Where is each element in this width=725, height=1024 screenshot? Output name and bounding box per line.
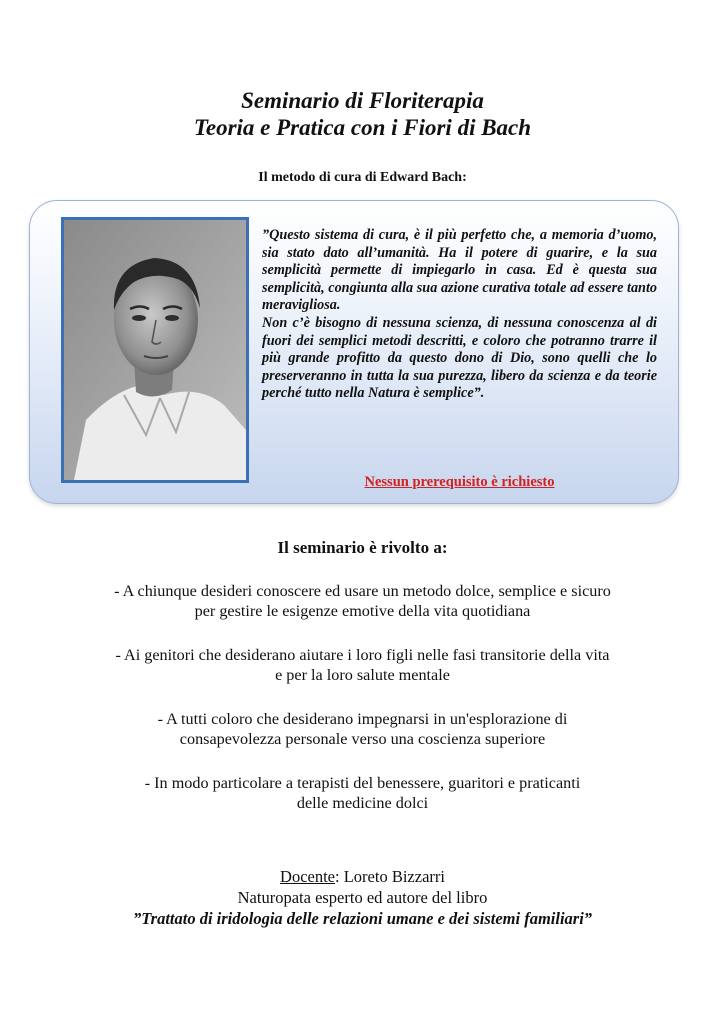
audience-item-line: e per la loro salute mentale (275, 666, 450, 684)
audience-item (30, 773, 695, 813)
teacher-name: : Loreto Bizzarri (335, 867, 445, 886)
edward-bach-portrait (61, 217, 249, 483)
prerequisite-note: Nessun prerequisito è richiesto (364, 474, 555, 490)
teacher-label: Docente (280, 867, 336, 886)
audience-item-line: - A chiunque desideri conoscere ed usare un metodo dolce, semplice e sicuro (114, 582, 611, 600)
page-subtitle: Teoria e Pratica con i Fiori di Bach (193, 115, 532, 140)
teacher-description: Naturopata esperto ed autore del libro (237, 888, 488, 907)
quote-paragraph-2: Non c’è bisogno di nessuna scienza, di nessuna conoscenza al di fuori dei semplici metodi descritti, e coloro che potranno trarre il più grande profitto da questo dono di Dio, sono quelli che lo preserveranno in tutta la sua purezza, libero da scienza e da teorie perché tutto nella Natura è semplice”. (262, 314, 657, 402)
teacher-info (0, 866, 725, 929)
audience-heading: Il seminario è rivolto a: (277, 538, 448, 557)
audience-item-line: - A tutti coloro che desiderano impegnarsi in un'esplorazione di (157, 710, 568, 728)
quote-paragraph-1: ”Questo sistema di cura, è il più perfetto che, a memoria d’uomo, sia stato dato all’umanità. Ha il potere di guarire, e la sua semplicità permette di impiegarlo in casa. Ed è questa sua semplicità, congiunta alla sua azione curativa totale ad essere tanto meravigliosa. (262, 227, 657, 314)
audience-item-line: per gestire le esigenze emotive della vita quotidiana (194, 602, 531, 620)
bach-quote (262, 227, 657, 403)
section-intro: Il metodo di cura di Edward Bach: (258, 170, 467, 185)
book-title: ”Trattato di iridologia delle relazioni umane e dei sistemi familiari” (132, 909, 593, 928)
portrait-image (64, 220, 246, 480)
teacher-line (0, 866, 725, 887)
audience-item-line: delle medicine dolci (296, 794, 429, 812)
audience-item (30, 645, 695, 685)
audience-item-line: - In modo particolare a terapisti del benessere, guaritori e praticanti (144, 774, 581, 792)
audience-list (30, 581, 695, 837)
audience-item (30, 709, 695, 749)
audience-item (30, 581, 695, 621)
audience-item-line: - Ai genitori che desiderano aiutare i loro figli nelle fasi transitorie della vita (115, 646, 610, 664)
audience-item-line: consapevolezza personale verso una coscienza superiore (179, 730, 546, 748)
page-title: Seminario di Floriterapia (241, 88, 484, 113)
